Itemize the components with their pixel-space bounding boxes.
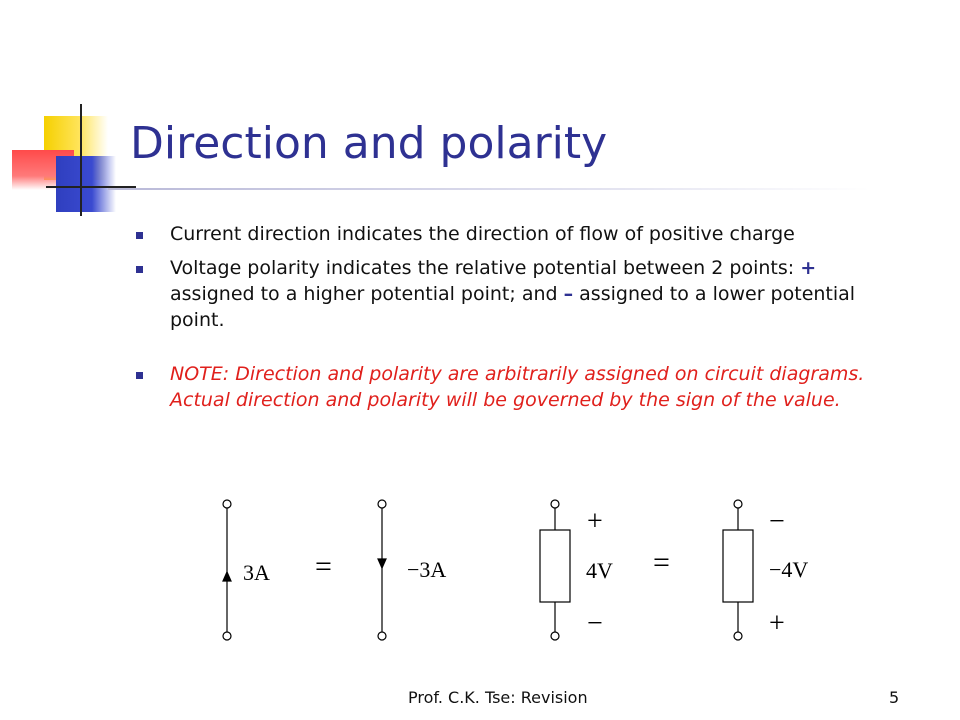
bullet-square-icon bbox=[136, 266, 143, 273]
page-number: 5 bbox=[889, 688, 900, 707]
current-branch-2 bbox=[378, 500, 386, 640]
bullet-list bbox=[136, 221, 876, 413]
title-underline bbox=[108, 188, 870, 190]
bullet-text-tail: assigned to a lower potential point. bbox=[170, 283, 856, 331]
resistor-element-2 bbox=[723, 500, 753, 640]
plus-symbol: + bbox=[800, 257, 817, 279]
minus-symbol: – bbox=[563, 283, 574, 305]
footer-credit: Prof. C.K. Tse: Revision bbox=[408, 688, 588, 707]
bullet-text: Current direction indicates the direction of flow of positive charge bbox=[170, 223, 795, 245]
note-text: NOTE: Direction and polarity are arbitrarily assigned on circuit diagrams. Actual direction and polarity will be governed by the sign of the value. bbox=[170, 363, 865, 411]
voltage-label-2: −4V bbox=[769, 557, 809, 582]
current-branch-1 bbox=[223, 500, 231, 640]
minus-terminal-2: − bbox=[769, 506, 785, 537]
equals-sign-2: = bbox=[653, 546, 670, 579]
decorative-vertical-line bbox=[80, 104, 82, 216]
circuit-diagram bbox=[195, 488, 835, 648]
bullet-text-mid: assigned to a higher potential point; and bbox=[170, 283, 564, 305]
current-label-2: −3A bbox=[407, 557, 447, 582]
voltage-label-1: 4V bbox=[586, 558, 613, 583]
bullet-voltage-polarity bbox=[136, 255, 876, 333]
bullet-square-icon bbox=[136, 372, 143, 379]
plus-terminal-1: + bbox=[587, 506, 603, 537]
current-label-1: 3A bbox=[243, 560, 270, 585]
decorative-blue-square bbox=[56, 156, 116, 212]
slide-title: Direction and polarity bbox=[130, 118, 608, 169]
minus-terminal-1: − bbox=[587, 608, 603, 639]
bullet-text-lead: Voltage polarity indicates the relative potential between 2 points: bbox=[170, 257, 801, 279]
bullet-note bbox=[136, 361, 876, 413]
plus-terminal-2: + bbox=[769, 608, 785, 639]
bullet-square-icon bbox=[136, 232, 143, 239]
resistor-element-1 bbox=[540, 500, 570, 640]
bullet-current-direction bbox=[136, 221, 876, 247]
equals-sign-1: = bbox=[315, 550, 332, 583]
